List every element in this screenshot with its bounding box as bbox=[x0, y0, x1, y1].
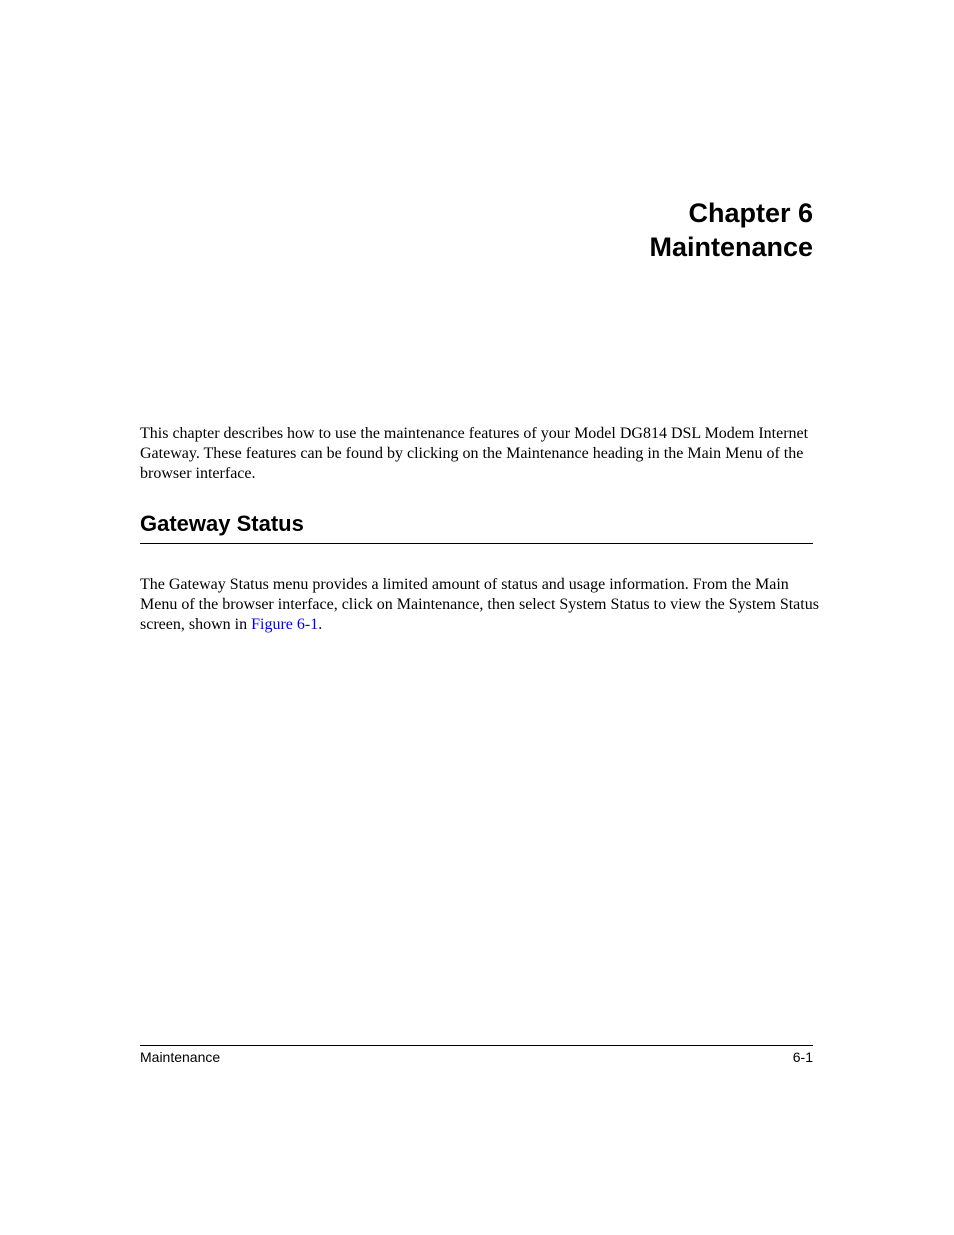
intro-paragraph: This chapter describes how to use the maintenance features of your Model DG814 DSL Modem Internet Gateway. These features can be found by clicking on the Maintenance heading in the Main Menu of the browser interface. bbox=[140, 425, 809, 482]
gateway-status-text: The Gateway Status menu provides a limited amount of status and usage information. From the Main Menu of the browser interface, click on Maintenance, then select System Status to view the System Status screen, shown in bbox=[140, 576, 819, 633]
chapter-title: Maintenance bbox=[649, 232, 813, 262]
gateway-status-text-end: . bbox=[318, 616, 323, 633]
footer-section-name: Maintenance bbox=[140, 1049, 221, 1065]
section-divider bbox=[140, 543, 813, 544]
chapter-number: Chapter 6 bbox=[688, 198, 813, 228]
section-heading-gateway-status: Gateway Status bbox=[140, 511, 304, 536]
footer-divider bbox=[140, 1045, 813, 1046]
footer-page-number: 6-1 bbox=[792, 1049, 813, 1065]
gateway-status-paragraph bbox=[140, 575, 820, 635]
chapter-heading bbox=[649, 196, 813, 264]
figure-6-1-link[interactable]: Figure 6-1 bbox=[251, 616, 319, 633]
